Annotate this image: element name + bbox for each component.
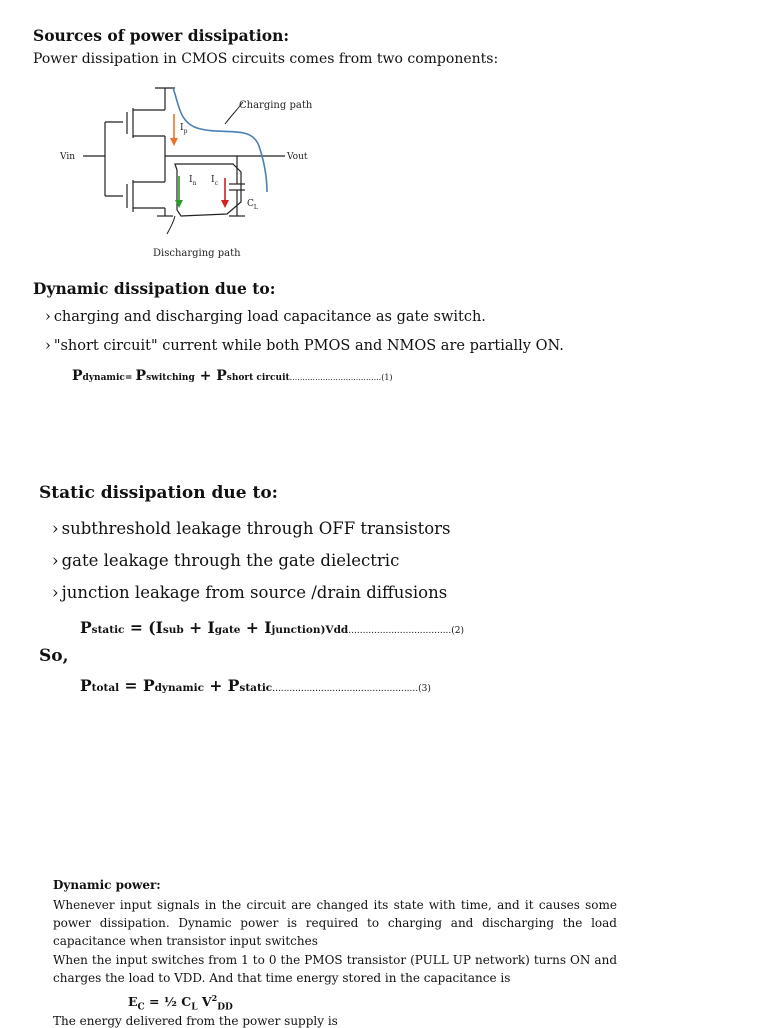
static-bullet: › gate leakage through the gate dielectric [52,551,400,570]
equation-dynamic: Pdynamic= Pswitching + Pshort circuit....................................(1) [72,368,393,384]
dynamic-heading: Dynamic dissipation due to: [33,279,276,298]
dynamic-bullet: › "short circuit" current while both PMOS and NMOS are partially ON. [45,338,564,354]
ip-label: $I_p$ [180,123,188,135]
dynamic-power-paragraph-1: Whenever input signals in the circuit are changed its state with time, and it causes some power dissipation. Dynamic power is required to charging and discharging the load capacitance when transistor input switches [53,898,617,948]
cut-off-line: The energy delivered from the power supply is [53,1014,338,1028]
equation-total: Ptotal = Pdynamic + Pstatic...................................................(3) [80,676,431,695]
dynamic-power-title: Dynamic power: [53,878,161,892]
ic-arrow-icon [221,178,229,208]
equation-static: Pstatic = (Isub + Igate + Ijunction)Vdd....................................(2) [80,618,465,637]
section-heading: Sources of power dissipation: [33,26,290,45]
energy-equation: $E_C$ = ½ $C_L$ $V^2_{DD}$ [128,992,233,1013]
ic-label: $I_c$ [211,175,218,187]
vin-label: Vin [60,152,76,162]
charging-path-label: Charging path [239,100,313,111]
static-bullet: › junction leakage from source /drain diffusions [52,583,448,602]
so-label: So, [39,646,69,666]
cmos-inverter-diagram [55,84,355,269]
dynamic-power-paragraph-2: When the input switches from 1 to 0 the PMOS transistor (PULL UP network) turns ON and charges the load to VDD. And that time energy stored in the capacitance is [53,953,617,985]
in-label: $I_n$ [189,175,197,187]
cl-label: $C_L$ [247,199,258,211]
intro-text: Power dissipation in CMOS circuits comes from two components: [33,51,499,67]
in-arrow-icon [175,176,183,208]
static-bullet: › subthreshold leakage through OFF transistors [52,519,451,538]
discharging-path-label: Discharging path [153,248,241,259]
static-heading: Static dissipation due to: [39,483,278,503]
ip-arrow-icon [170,114,178,146]
discharging-pointer [167,216,175,234]
vout-label: Vout [287,152,308,162]
dynamic-bullet: › charging and discharging load capacitance as gate switch. [45,309,486,325]
